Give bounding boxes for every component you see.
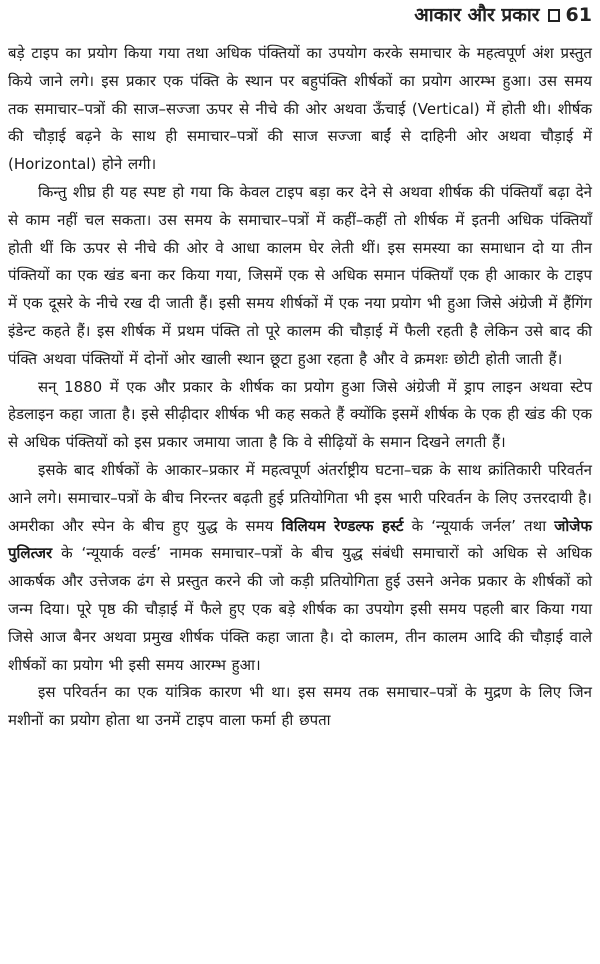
paragraph-1	[8, 40, 592, 179]
paragraph-text: बड़े टाइप का प्रयोग किया गया तथा अधिक पंक्तियों का उपयोग करके समाचार के महत्वपूर्ण अंश प्रस्तुत किये जाने लगे। इस प्रकार एक पंक्ति के स्थान पर बहुपंक्ति शीर्षकों का प्रयोग आरम्भ हुआ। उस समय तक समाचार–पत्रों की साज–सज्जा ऊपर से नीचे की ओर अथवा ऊँचाई (Vertical) में होती थी। शीर्षक की चौड़ाई बढ़ने के साथ ही समाचार–पत्रों की साज सज्जा बाईं से दाहिनी ओर अथवा चौड़ाई में (Horizontal) होने लगी।	[8, 44, 592, 174]
person-name-pulitzer: जोजेफ पुलित्जर	[8, 516, 592, 563]
square-box-icon	[548, 9, 560, 22]
page-number: 61	[565, 4, 592, 26]
paragraph-text: के ‘न्यूयार्क जर्नल’ तथा	[403, 516, 555, 535]
paragraph-text: सन् 1880 में एक और प्रकार के शीर्षक का प्रयोग हुआ जिसे अंग्रेजी में ड्राप लाइन अथवा स्टेप हेडलाइन कहा जाता है। इसे सीढ़ीदार शीर्षक भी कह सकते हैं क्योंकि इसमें शीर्षक के एक ही खंड की एक से अधिक पंक्तियों को इस प्रकार जमाया जाता है कि वे सीढ़ियों के समान दिखने लगती हैं।	[8, 377, 592, 452]
paragraph-text: इसके बाद शीर्षकों के आकार–प्रकार में महत्वपूर्ण अंतर्राष्ट्रीय घटना–चक्र के साथ क्रांतिकारी परिवर्तन आने लगे। समाचार–पत्रों के बीच निरन्तर बढ़ती हुई प्रतियोगिता भी इस भारी परिवर्तन के लिए उत्तरदायी है। अमरीका और स्पेन के बीच हुए युद्ध के समय	[8, 460, 592, 535]
paragraph-2	[8, 179, 592, 374]
paragraph-text: इस परिवर्तन का एक यांत्रिक कारण भी था। इस समय तक समाचार–पत्रों के मुद्रण के लिए जिन मशीनों का प्रयोग होता था उनमें टाइप वाला फर्मा ही छपता	[8, 683, 592, 730]
paragraph-5	[8, 679, 592, 735]
page-header	[414, 4, 592, 26]
paragraph-4	[8, 457, 592, 679]
chapter-title: आकार और प्रकार	[414, 4, 540, 26]
paragraph-3	[8, 374, 592, 457]
paragraph-text: किन्तु शीघ्र ही यह स्पष्ट हो गया कि केवल टाइप बड़ा कर देने से अथवा शीर्षक की पंक्तियाँ बढ़ा देने से काम नहीं चल सकता। उस समय के समाचार–पत्रों में कहीं–कहीं तो शीर्षक में इतनी अधिक पंक्तियाँ होती थीं कि ऊपर से नीचे की ओर वे आधा कालम घेर लेती थीं। इस समस्या का समाधान दो या तीन पंक्तियों का एक खंड बना कर किया गया, जिसमें एक से अधिक समान पंक्तियाँ एक ही आकार के टाइप में एक दूसरे के नीचे रख दी जाती हैं। इसी समय शीर्षकों में एक नया प्रयोग भी हुआ जिसे अंग्रेजी में हैंगिंग इंडेन्ट कहते हैं। इस शीर्षक में प्रथम पंक्ति तो पूरे कालम की चौड़ाई में फैली रहती है लेकिन उसे बाद की पंक्ति अथवा पंक्तियों में दोनों ओर खाली स्थान छूटा हुआ रहता है और वे क्रमशः छोटी होती जाती हैं।	[8, 182, 592, 368]
person-name-hearst: विलियम रेण्डल्फ हर्स्ट	[281, 516, 404, 535]
body-text	[8, 40, 592, 735]
paragraph-text: के ‘न्यूयार्क वर्ल्ड’ नामक समाचार–पत्रों के बीच युद्ध संबंधी समाचारों को अधिक से अधिक आकर्षक और उत्तेजक ढंग से प्रस्तुत करने की जो कड़ी प्रतियोगिता हुई उसने अनेक प्रकार के शीर्षकों को जन्म दिया। पूरे पृष्ठ की चौड़ाई में फैले हुए एक बड़े शीर्षक का उपयोग इसी समय पहली बार किया गया जिसे आज बैनर अथवा प्रमुख शीर्षक पंक्ति कहा जाता है। दो कालम, तीन कालम आदि की चौड़ाई वाले शीर्षकों का प्रयोग भी इसी समय आरम्भ हुआ।	[8, 544, 592, 674]
